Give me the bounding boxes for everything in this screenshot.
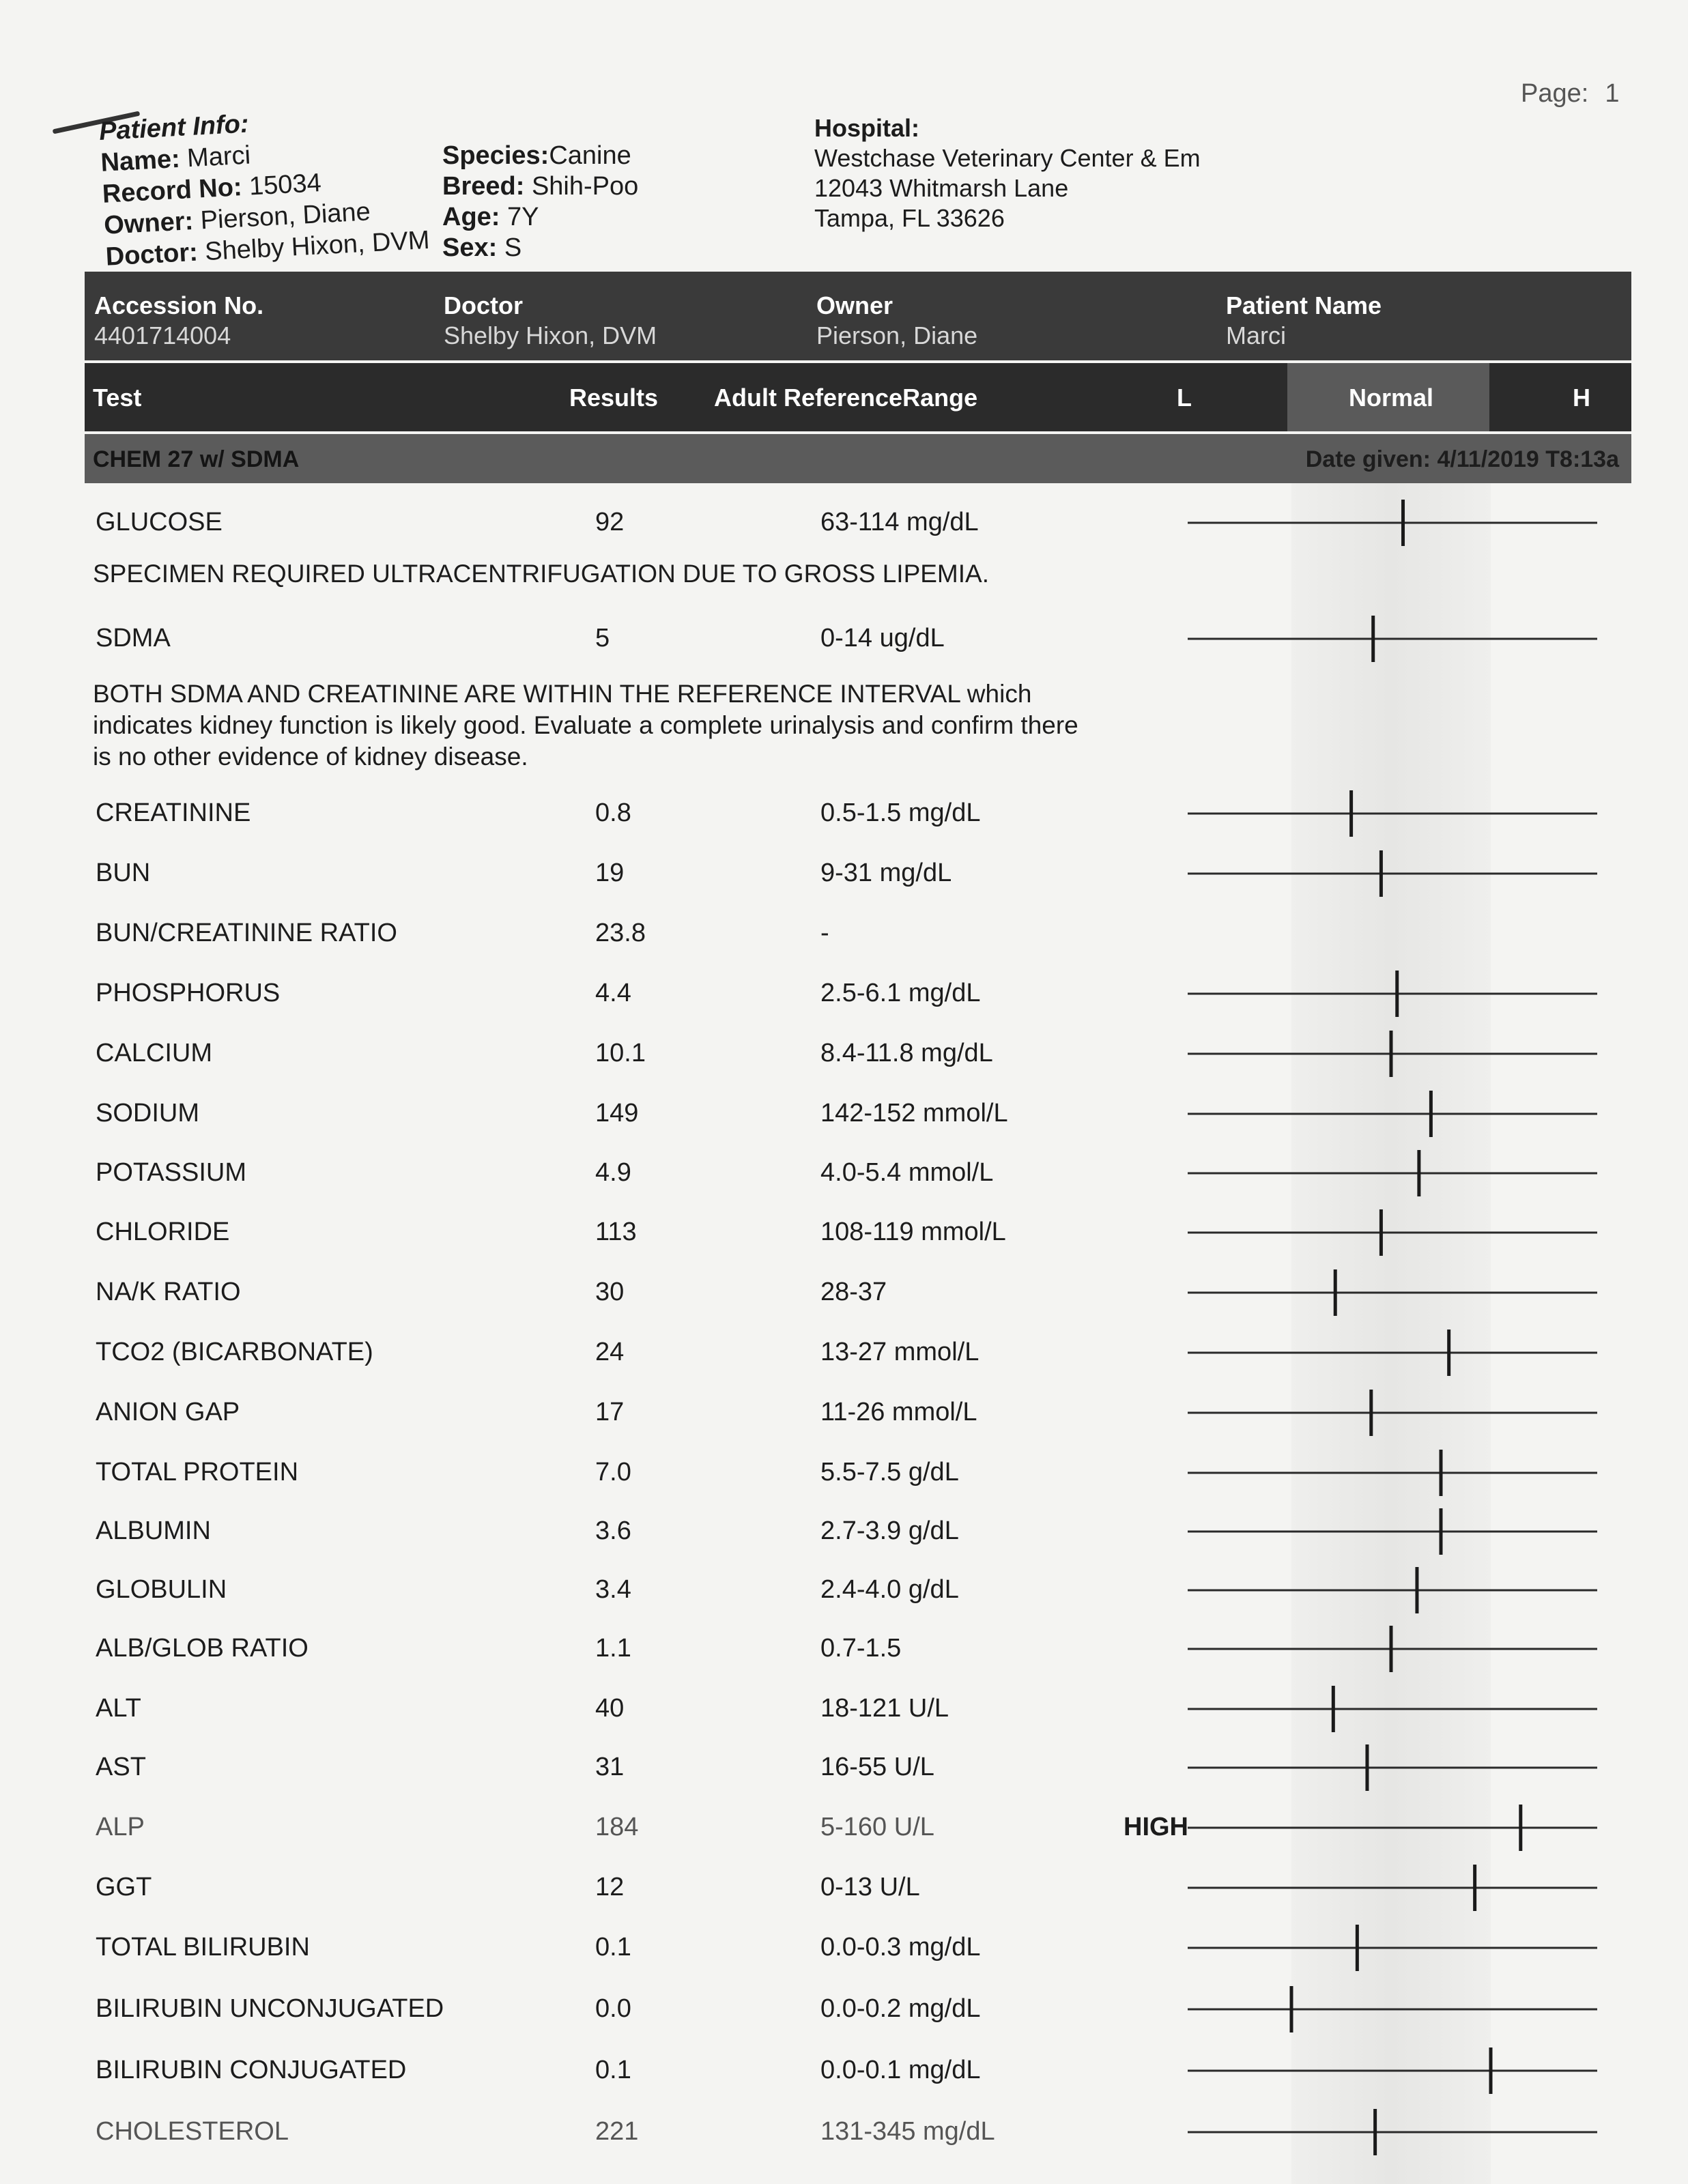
header-patient-label: Patient Name (1226, 291, 1382, 319)
test-result: 4.9 (595, 1158, 631, 1187)
test-range: 0.0-0.1 mg/dL (820, 2056, 981, 2084)
age-value: 7Y (507, 203, 539, 231)
sdma-note-line1: BOTH SDMA AND CREATININE ARE WITHIN THE REFERENCE INTERVAL which (93, 680, 1032, 708)
accession-number: 4401714004 (94, 321, 231, 349)
test-range: 9-31 mg/dL (820, 859, 952, 887)
test-name: GGT (96, 1873, 152, 1901)
header-owner-label: Owner (816, 291, 893, 319)
test-result: 0.1 (595, 2056, 631, 2084)
test-result: 113 (595, 1218, 637, 1246)
test-name: POTASSIUM (96, 1158, 246, 1187)
test-result: 3.4 (595, 1575, 631, 1604)
doctor-label: Doctor: (104, 238, 199, 272)
test-range: 28-37 (820, 1278, 887, 1306)
test-name: BUN (96, 859, 151, 887)
test-result: 40 (595, 1694, 625, 1723)
page-label: Page: (1521, 79, 1589, 108)
test-name: CREATININE (96, 799, 251, 827)
test-name: BUN/CREATININE RATIO (96, 919, 397, 947)
test-name: TCO2 (BICARBONATE) (96, 1338, 373, 1366)
test-name: NA/K RATIO (96, 1278, 241, 1306)
hospital-street: 12043 Whitmarsh Lane (814, 174, 1069, 202)
col-low: L (1177, 384, 1192, 412)
test-range: 18-121 U/L (820, 1694, 949, 1723)
record-label: Record No: (101, 173, 243, 209)
test-result: 10.1 (595, 1039, 646, 1067)
test-flag: HIGH (1124, 1813, 1188, 1841)
col-high: H (1573, 384, 1590, 412)
test-range: 2.4-4.0 g/dL (820, 1575, 959, 1604)
test-range: 0-14 ug/dL (820, 624, 945, 652)
test-name: TOTAL PROTEIN (96, 1458, 299, 1486)
doctor-name: Shelby Hixon, DVM (204, 225, 431, 267)
species-value: Canine (549, 141, 631, 170)
test-range: 4.0-5.4 mmol/L (820, 1158, 994, 1187)
owner-name: Pierson, Diane (199, 197, 371, 235)
test-result: 3.6 (595, 1517, 631, 1545)
age-label: Age: (442, 203, 500, 231)
test-result: 7.0 (595, 1458, 631, 1486)
test-name: CHOLESTEROL (96, 2117, 289, 2146)
breed-value: Shih-Poo (531, 172, 639, 201)
test-range: 5-160 U/L (820, 1813, 934, 1841)
test-name: BILIRUBIN UNCONJUGATED (96, 1994, 444, 2023)
test-name: PHOSPHORUS (96, 979, 281, 1007)
sdma-note-line3: is no other evidence of kidney disease. (93, 743, 528, 771)
test-result: 12 (595, 1873, 625, 1901)
test-result: 30 (595, 1278, 625, 1306)
test-name: ALP (96, 1813, 145, 1841)
col-test: Test (93, 384, 142, 412)
test-range: 0-13 U/L (820, 1873, 920, 1901)
patient-name: Marci (186, 141, 252, 173)
page-value: 1 (1605, 79, 1620, 108)
test-range: 0.5-1.5 mg/dL (820, 799, 981, 827)
test-name: ANION GAP (96, 1398, 240, 1426)
date-given: Date given: 4/11/2019 T8:13a (1305, 446, 1619, 472)
test-range: 142-152 mmol/L (820, 1099, 1008, 1127)
header-doctor-label: Doctor (444, 291, 523, 319)
breed-label: Breed: (442, 172, 525, 201)
test-range: 2.7-3.9 g/dL (820, 1517, 959, 1545)
record-number: 15034 (248, 169, 322, 201)
test-result: 0.1 (595, 1933, 631, 1962)
sex-label: Sex: (442, 233, 498, 262)
panel-name: CHEM 27 w/ SDMA (93, 446, 300, 472)
test-result: 0.8 (595, 799, 631, 827)
patient-info-heading: Patient Info: (98, 109, 250, 146)
test-result: 4.4 (595, 979, 631, 1007)
test-result: 23.8 (595, 919, 646, 947)
header-doctor: Shelby Hixon, DVM (444, 321, 657, 349)
glucose-note: SPECIMEN REQUIRED ULTRACENTRIFUGATION DUE TO GROSS LIPEMIA. (93, 560, 989, 588)
test-result: 92 (595, 508, 625, 536)
test-result: 221 (595, 2117, 639, 2146)
test-name: GLUCOSE (96, 508, 223, 536)
test-result: 149 (595, 1099, 639, 1127)
sex-value: S (504, 233, 522, 262)
accession-label: Accession No. (94, 291, 264, 319)
hospital-name: Westchase Veterinary Center & Em (814, 144, 1201, 172)
test-range: 0.7-1.5 (820, 1634, 902, 1663)
test-result: 0.0 (595, 1994, 631, 2023)
test-name: BILIRUBIN CONJUGATED (96, 2056, 407, 2084)
owner-label: Owner: (103, 206, 195, 240)
test-result: 5 (595, 624, 610, 652)
test-result: 31 (595, 1753, 625, 1781)
test-name: AST (96, 1753, 146, 1781)
test-name: CALCIUM (96, 1039, 213, 1067)
test-range: 11-26 mmol/L (820, 1398, 977, 1426)
header-owner: Pierson, Diane (816, 321, 978, 349)
test-range: 108-119 mmol/L (820, 1218, 1006, 1246)
col-range: Adult ReferenceRange (714, 384, 978, 412)
test-name: CHLORIDE (96, 1218, 230, 1246)
test-name: ALB/GLOB RATIO (96, 1634, 309, 1663)
test-range: 16-55 U/L (820, 1753, 934, 1781)
species-label: Species: (442, 141, 549, 170)
test-name: TOTAL BILIRUBIN (96, 1933, 310, 1962)
test-result: 17 (595, 1398, 625, 1426)
sdma-note-line2: indicates kidney function is likely good. Evaluate a complete urinalysis and confirm there (93, 711, 1078, 739)
test-range: 8.4-11.8 mg/dL (820, 1039, 993, 1067)
test-name: SODIUM (96, 1099, 199, 1127)
test-range: 0.0-0.3 mg/dL (820, 1933, 981, 1962)
test-result: 24 (595, 1338, 625, 1366)
hospital-label: Hospital: (814, 114, 920, 142)
header-patient: Marci (1226, 321, 1286, 349)
test-name: ALBUMIN (96, 1517, 211, 1545)
name-label: Name: (100, 144, 181, 177)
test-range: - (820, 919, 829, 947)
test-name: SDMA (96, 624, 171, 652)
test-range: 63-114 mg/dL (820, 508, 979, 536)
test-range: 5.5-7.5 g/dL (820, 1458, 959, 1486)
test-result: 1.1 (595, 1634, 631, 1663)
hospital-city: Tampa, FL 33626 (814, 204, 1005, 232)
test-name: ALT (96, 1694, 141, 1723)
test-name: GLOBULIN (96, 1575, 227, 1604)
test-range: 13-27 mmol/L (820, 1338, 979, 1366)
test-result: 184 (595, 1813, 639, 1841)
test-result: 19 (595, 859, 625, 887)
test-range: 131-345 mg/dL (820, 2117, 995, 2146)
col-results: Results (569, 384, 659, 412)
test-range: 0.0-0.2 mg/dL (820, 1994, 981, 2023)
test-range: 2.5-6.1 mg/dL (820, 979, 981, 1007)
col-normal: Normal (1349, 384, 1434, 412)
